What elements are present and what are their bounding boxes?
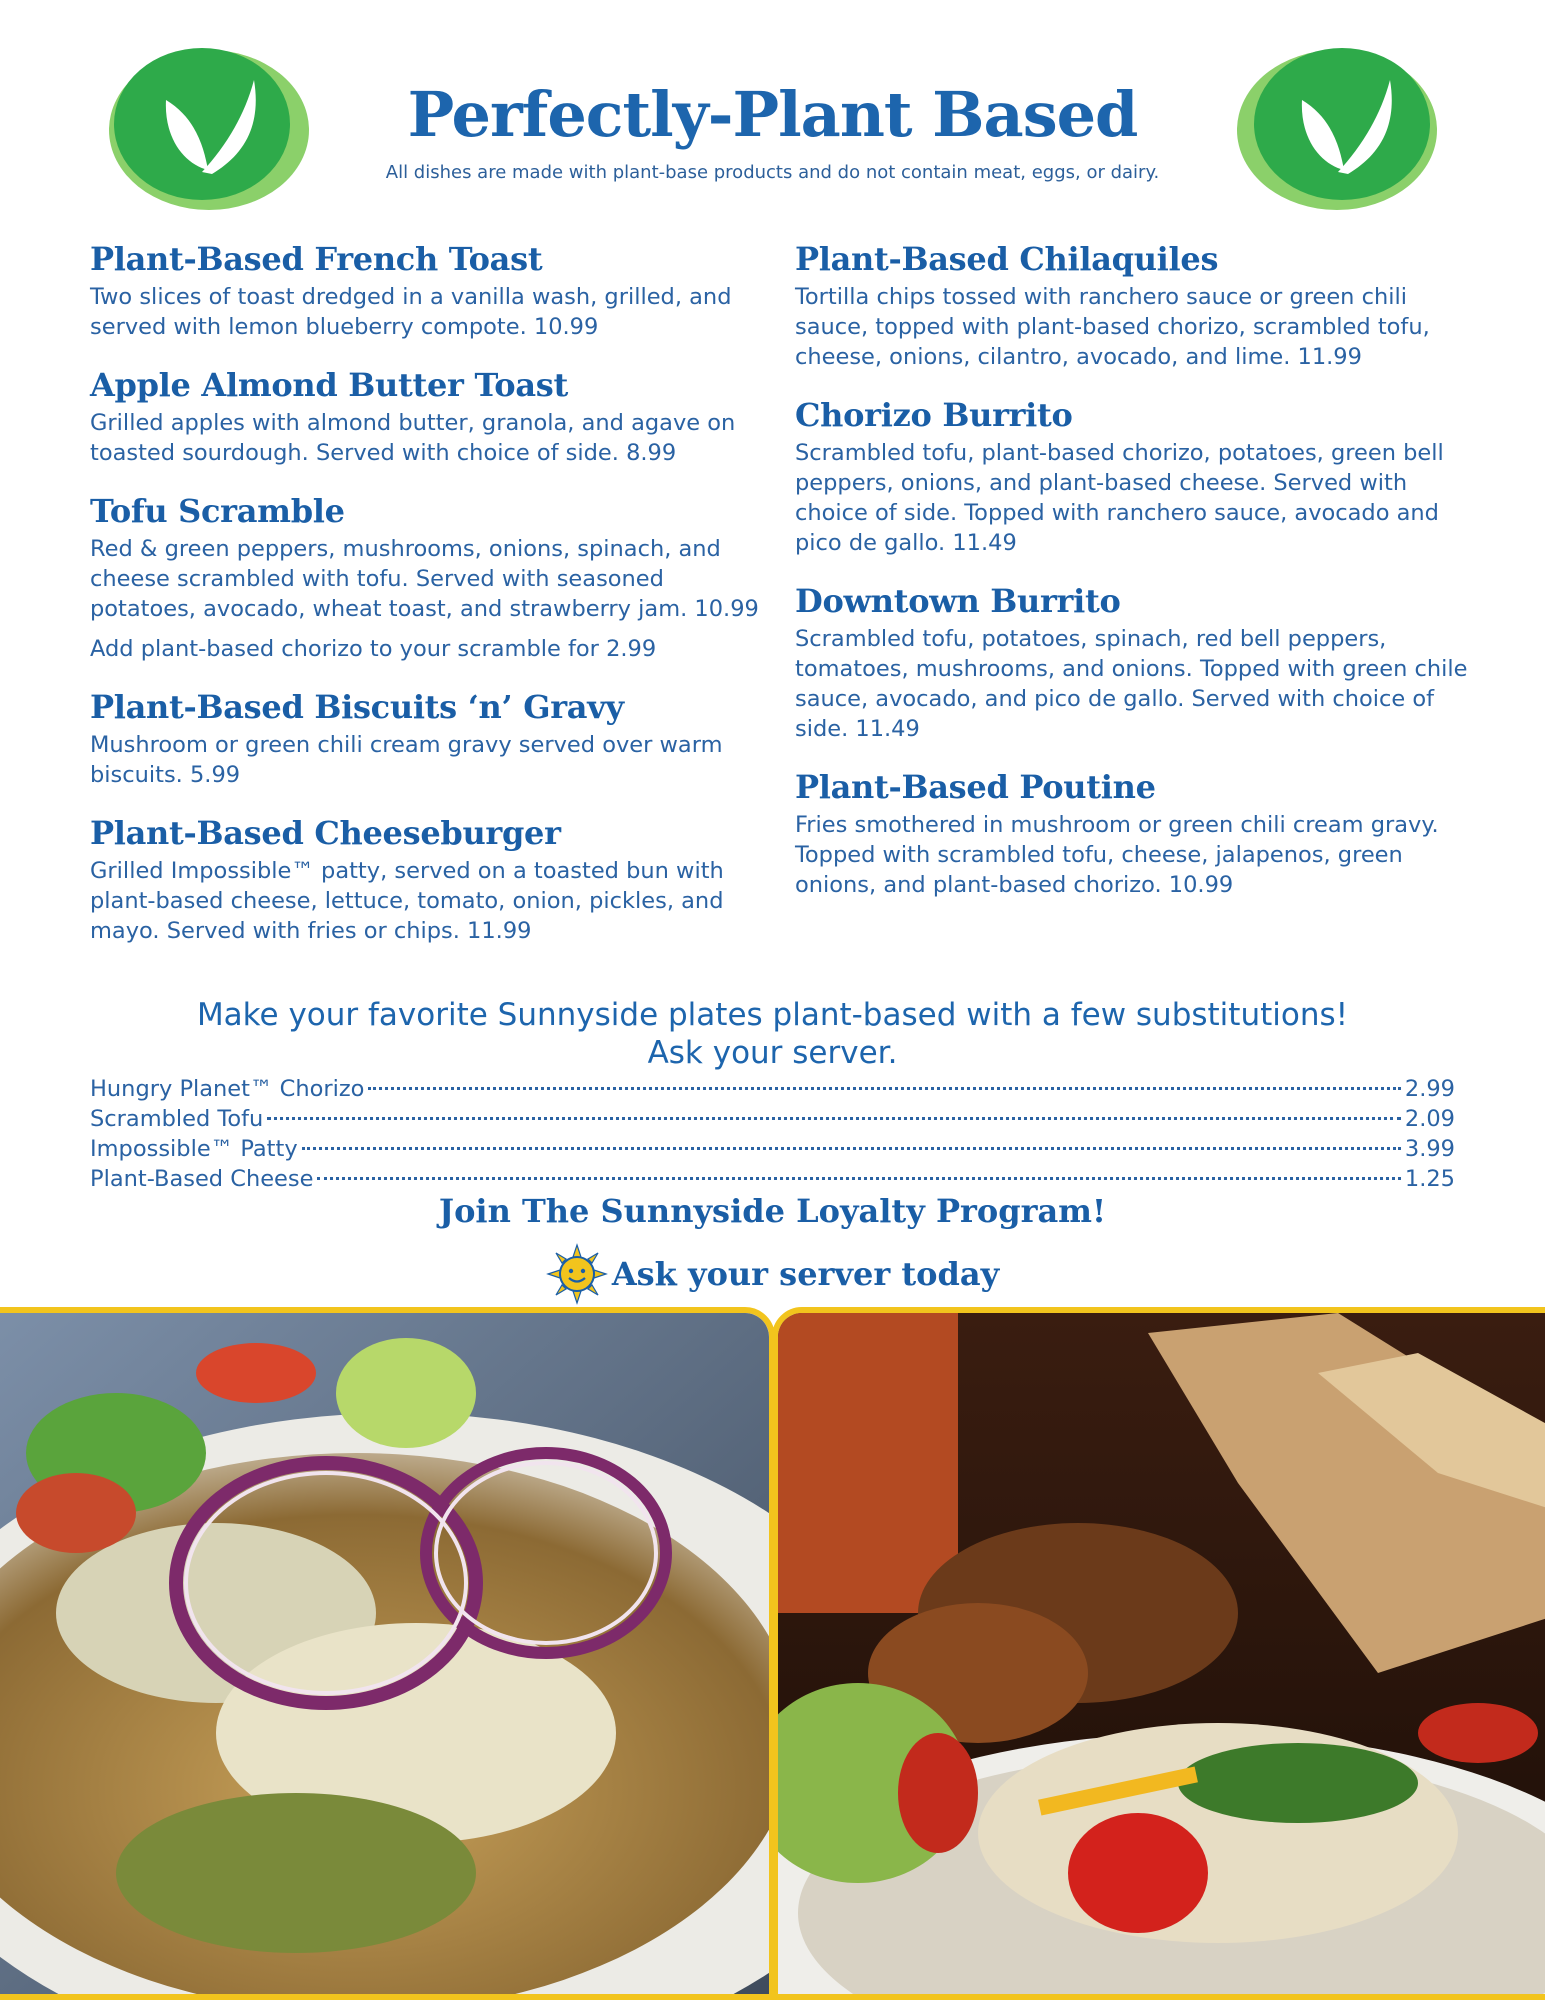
menu-item — [795, 394, 1475, 558]
substitution-name: Scrambled Tofu — [90, 1106, 264, 1132]
menu-item-name: Plant-Based Biscuits ‘n’ Gravy — [90, 688, 624, 726]
substitution-price: 1.25 — [1404, 1166, 1455, 1192]
food-photo-tofu-scramble — [772, 1307, 1545, 2000]
menu-item-name: Apple Almond Butter Toast — [90, 366, 568, 404]
menu-item-desc: Scrambled tofu, potatoes, spinach, red bell peppers, tomatoes, mushrooms, and onions. Topped with green chile sauce, avocado, and pico de gallo. Served with choice of side. 11.49 — [795, 626, 1468, 742]
substitution-row — [90, 1104, 1455, 1134]
menu-item-desc: Grilled apples with almond butter, granola, and agave on toasted sourdough. Served with choice of side. 8.99 — [90, 410, 736, 466]
menu-item-name: Plant-Based Chilaquiles — [795, 240, 1219, 278]
menu-item-name: Plant-Based Cheeseburger — [90, 814, 561, 852]
menu-item-name: Chorizo Burrito — [795, 396, 1073, 434]
loyalty-cta-text: Ask your server today — [611, 1255, 1000, 1293]
menu-item-desc: Grilled Impossible™ patty, served on a toasted bun with plant-based cheese, lettuce, tomato, onion, pickles, and mayo. Served with fries or chips. 11.99 — [90, 858, 724, 944]
menu-item — [795, 238, 1475, 372]
menu-item — [90, 812, 770, 946]
menu-item-name: Plant-Based French Toast — [90, 240, 543, 278]
menu-item — [795, 766, 1475, 900]
dot-leader — [368, 1087, 1400, 1090]
dot-leader — [302, 1147, 1401, 1150]
food-photo-image — [0, 1313, 775, 2000]
loyalty-cta — [0, 1243, 1545, 1305]
menu-item-desc: Red & green peppers, mushrooms, onions, spinach, and cheese scrambled with tofu. Served with seasoned potatoes, avocado, wheat toast, and strawberry jam. 10.99 — [90, 536, 759, 622]
menu-item-desc: Two slices of toast dredged in a vanilla wash, grilled, and served with lemon blueberry compote. 10.99 — [90, 284, 732, 340]
page-title: Perfectly-Plant Based — [407, 78, 1138, 151]
menu-item-desc: Fries smothered in mushroom or green chili cream gravy. Topped with scrambled tofu, cheese, jalapenos, green onions, and plant-based chorizo. 10.99 — [795, 812, 1439, 898]
substitutions-line1: Make your favorite Sunnyside plates plant-based with a few substitutions! — [196, 997, 1349, 1033]
menu-column-left — [90, 238, 770, 968]
menu-item-name: Tofu Scramble — [90, 492, 345, 530]
menu-item — [90, 686, 770, 790]
dot-leader — [317, 1177, 1400, 1180]
menu-column-right — [795, 238, 1475, 922]
substitutions-list — [90, 1074, 1455, 1194]
food-photo-chilaquiles — [0, 1307, 775, 2000]
substitution-row — [90, 1074, 1455, 1104]
menu-item-desc: Mushroom or green chili cream gravy served over warm biscuits. 5.99 — [90, 732, 723, 788]
substitution-row — [90, 1134, 1455, 1164]
menu-item — [795, 580, 1475, 744]
food-photo-image — [778, 1313, 1545, 2000]
menu-item-name: Downtown Burrito — [795, 582, 1121, 620]
menu-item — [90, 490, 770, 664]
dot-leader — [267, 1117, 1401, 1120]
sun-icon — [546, 1243, 608, 1305]
menu-item — [90, 238, 770, 342]
menu-item-desc: Tortilla chips tossed with ranchero sauce or green chili sauce, topped with plant-based chorizo, scrambled tofu, cheese, onions, cilantro, avocado, and lime. 11.99 — [795, 284, 1430, 370]
substitution-price: 2.99 — [1404, 1076, 1455, 1102]
menu-item-addon-note: Add plant-based chorizo to your scramble for 2.99 — [90, 636, 657, 662]
loyalty-title: Join The Sunnyside Loyalty Program! — [438, 1192, 1107, 1230]
substitutions-line2: Ask your server. — [647, 1035, 898, 1071]
menu-item-desc: Scrambled tofu, plant-based chorizo, potatoes, green bell peppers, onions, and plant-based cheese. Served with choice of side. Topped with ranchero sauce, avocado and pico de gallo. 11.49 — [795, 440, 1444, 556]
substitutions-heading — [0, 996, 1545, 1072]
menu-item — [90, 364, 770, 468]
substitution-price: 3.99 — [1404, 1136, 1455, 1162]
menu-item-name: Plant-Based Poutine — [795, 768, 1156, 806]
substitution-price: 2.09 — [1404, 1106, 1455, 1132]
substitution-name: Plant-Based Cheese — [90, 1166, 314, 1192]
substitution-name: Impossible™ Patty — [90, 1136, 298, 1162]
substitution-row — [90, 1164, 1455, 1194]
page-subtitle: All dishes are made with plant-base products and do not contain meat, eggs, or dairy. — [385, 162, 1160, 183]
substitution-name: Hungry Planet™ Chorizo — [90, 1076, 365, 1102]
